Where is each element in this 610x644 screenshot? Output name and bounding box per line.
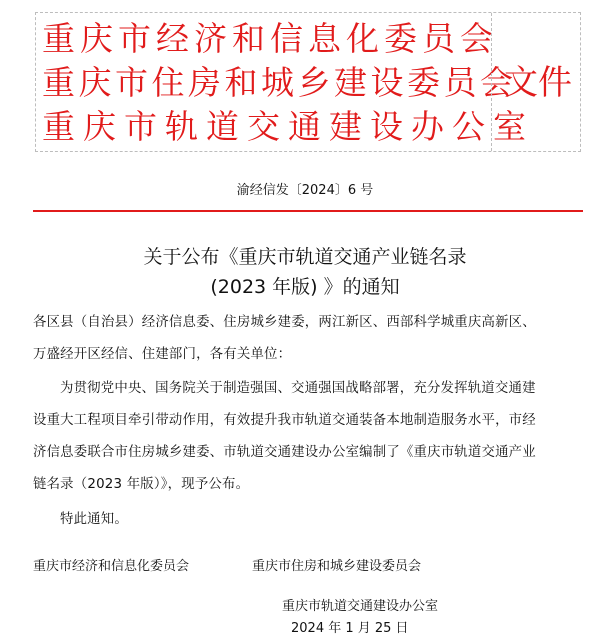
salutation-line-1: 各区县（自治县）经济信息委、住房城乡建委，两江新区、西部科学城重庆高新区、 — [33, 315, 536, 330]
signature-date: 2024 年 1 月 25 日 — [291, 621, 409, 636]
body-line-3: 济信息委联合市住房城乡建委、市轨道交通建设办公室编制了《重庆市轨道交通产业 — [33, 445, 536, 460]
signature-org-housing: 重庆市住房和城乡建设委员会 — [252, 559, 422, 574]
body-line-4: 链名录（2023 年版）》，现予公布。 — [33, 477, 250, 492]
title-line-1: 关于公布《重庆市轨道交通产业链名录 — [143, 246, 467, 268]
issuer-rail-transit-office: 重庆市轨道交通建设办公室 — [42, 107, 534, 146]
closing-remark: 特此通知。 — [60, 512, 128, 527]
header-divider — [491, 13, 492, 151]
document-header — [35, 12, 581, 152]
body-line-1: 为贯彻党中央、国务院关于制造强国、交通强国战略部署，充分发挥轨道交通建 — [60, 381, 536, 396]
doc-type-label: 文件 — [504, 63, 572, 103]
body-line-2: 设重大工程项目牵引带动作用，有效提升我市轨道交通装备本地制造服务水平，市经 — [33, 413, 536, 428]
issuer-economy-it-commission: 重庆市经济和信息化委员会 — [42, 19, 498, 58]
title-line-2: (2023 年版) 》的通知 — [210, 276, 400, 298]
salutation-line-2: 万盛经开区经信、住建部门，各有关单位： — [33, 347, 292, 362]
red-separator-rule — [33, 210, 583, 212]
signature-org-economy: 重庆市经济和信息化委员会 — [33, 559, 190, 574]
issuer-housing-construction-commission: 重庆市住房和城乡建设委员会 — [42, 63, 517, 102]
document-number: 渝经信发〔2024〕6 号 — [236, 183, 374, 198]
signature-org-rail: 重庆市轨道交通建设办公室 — [282, 599, 439, 614]
